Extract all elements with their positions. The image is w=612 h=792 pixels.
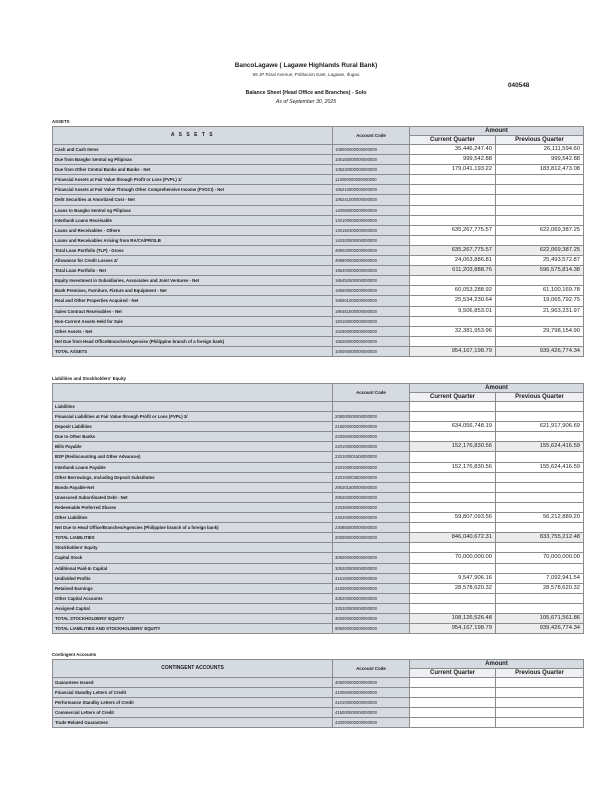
current-quarter-amount xyxy=(410,235,496,245)
previous-quarter-amount xyxy=(496,402,584,412)
previous-quarter-amount xyxy=(496,276,584,286)
current-quarter-amount xyxy=(410,603,496,613)
previous-quarter-amount xyxy=(496,718,584,728)
table-row xyxy=(53,316,584,326)
row-label: TOTAL ASSETS xyxy=(53,346,333,356)
current-quarter-amount: 24,063,886.81 xyxy=(410,256,496,266)
current-quarter-amount xyxy=(410,402,496,412)
account-code: 215000000000000000 xyxy=(333,422,410,432)
current-quarter-amount xyxy=(410,336,496,346)
table-row xyxy=(53,215,584,225)
account-code: 220100003500000000 xyxy=(333,472,410,482)
previous-quarter-amount xyxy=(496,708,584,718)
previous-quarter-amount: 999,542.88 xyxy=(496,155,584,165)
current-quarter-amount: 635,267,775.57 xyxy=(410,225,496,235)
row-label: Due from Bangko Sentral ng Pilipinas xyxy=(53,155,333,165)
row-label: Cash and Cash Items xyxy=(53,145,333,155)
row-label: Net Due from Head Office/Branches/Agencies (Philippine branch of a foreign bank) xyxy=(53,336,333,346)
previous-quarter-amount: 25,493,572.87 xyxy=(496,256,584,266)
previous-quarter-amount: 19,065,792.75 xyxy=(496,296,584,306)
current-quarter-amount xyxy=(410,185,496,195)
current-quarter-amount: 28,578,620.32 xyxy=(410,583,496,593)
previous-quarter-amount: 622,069,387.25 xyxy=(496,225,584,235)
current-quarter-header: Current Quarter xyxy=(410,393,496,402)
current-quarter-amount: 634,056,748.19 xyxy=(410,422,496,432)
row-label: Loans to Bangko Sentral ng Pilipinas xyxy=(53,205,333,215)
row-label: Interbank Loans Receivable xyxy=(53,215,333,225)
total-row xyxy=(53,346,584,356)
table-row xyxy=(53,492,584,502)
previous-quarter-amount: 621,917,906.69 xyxy=(496,422,584,432)
account-code: 325200000000000000 xyxy=(333,603,410,613)
row-label: BSP (Rediscounting and Other Advances) xyxy=(53,452,333,462)
account-code: 140050000000000000 xyxy=(333,205,410,215)
previous-quarter-amount xyxy=(496,175,584,185)
total-row xyxy=(53,624,584,634)
current-quarter-amount: 32,381,953.96 xyxy=(410,326,496,336)
current-quarter-amount xyxy=(410,492,496,502)
row-label: Performance Standby Letters of Credit xyxy=(53,698,333,708)
previous-quarter-amount: 26,111,594.60 xyxy=(496,145,584,155)
account-code: 200000000000000000 xyxy=(333,533,410,543)
current-quarter-header: Current Quarter xyxy=(410,669,496,678)
account-code: 220100001500000000 xyxy=(333,452,410,462)
row-label: Loans and Receivables Arising from RA/CA/PR/SLB xyxy=(53,235,333,245)
row-label: Trade Related Guarantees xyxy=(53,718,333,728)
account-code: 335200000000000000 xyxy=(333,593,410,603)
table-row xyxy=(53,688,584,698)
table-row xyxy=(53,276,584,286)
row-label: Undivided Profits xyxy=(53,573,333,583)
account-code: 410050000000000000 xyxy=(333,688,410,698)
current-quarter-amount xyxy=(410,563,496,573)
account-code: 105150000000000000 xyxy=(333,155,410,165)
account-code: 105220000000000000 xyxy=(333,165,410,175)
table-row xyxy=(53,543,584,553)
row-label: Bank Premises, Furniture, Fixture and Equipment - Net xyxy=(53,286,333,296)
account-code: 905000000000000000 xyxy=(333,624,410,634)
current-quarter-amount xyxy=(410,205,496,215)
current-quarter-amount xyxy=(410,593,496,603)
current-quarter-amount: 70,000,000.00 xyxy=(410,553,496,563)
table-row xyxy=(53,402,584,412)
previous-quarter-amount xyxy=(496,195,584,205)
current-quarter-amount xyxy=(410,195,496,205)
previous-quarter-amount xyxy=(496,432,584,442)
table-row xyxy=(53,235,584,245)
previous-quarter-amount xyxy=(496,336,584,346)
previous-quarter-amount xyxy=(496,205,584,215)
table-row xyxy=(53,296,584,306)
row-label: Financial Assets at Fair Value through Profit or Loss (FVPL) 1/ xyxy=(53,175,333,185)
account-code: 155250000000000000 xyxy=(333,336,410,346)
account-code: 295201500000000000 xyxy=(333,482,410,492)
bank-name: BancoLagawe ( Lagawe Highlands Rural Bank) xyxy=(234,62,378,69)
previous-quarter-amount: 70,000,000.00 xyxy=(496,553,584,563)
row-label: Financial Liabilities at Fair Value through Profit or Loss (FVPL) 3/ xyxy=(53,412,333,422)
total-row xyxy=(53,245,584,255)
account-code: 230850000000000000 xyxy=(333,523,410,533)
table-row xyxy=(53,593,584,603)
account-code: 220100000000000000 xyxy=(333,442,410,452)
current-quarter-header: Current Quarter xyxy=(410,136,496,145)
previous-quarter-amount xyxy=(496,563,584,573)
row-label: Stockholders' Equity xyxy=(53,543,333,553)
current-quarter-amount xyxy=(410,452,496,462)
previous-quarter-amount xyxy=(496,603,584,613)
current-quarter-amount xyxy=(410,708,496,718)
account-code: 410100000000000000 xyxy=(333,698,410,708)
current-quarter-amount: 152,176,830.56 xyxy=(410,442,496,452)
account-code: 195210000000000000 xyxy=(333,185,410,195)
table-row xyxy=(53,422,584,432)
row-label: Real and Other Properties Acquired - Net xyxy=(53,296,333,306)
total-row xyxy=(53,533,584,543)
current-quarter-amount xyxy=(410,718,496,728)
table-row xyxy=(53,553,584,563)
table-row xyxy=(53,225,584,235)
row-label: Sales Contract Receivables - Net xyxy=(53,306,333,316)
table-row xyxy=(53,708,584,718)
account-code: 108000000000000000 xyxy=(333,145,410,155)
account-code: 405000000000000000 xyxy=(333,678,410,688)
account-code-header: Account Code xyxy=(333,660,410,678)
row-label: Bonds Payable-Net xyxy=(53,482,333,492)
row-label: Total Loan Portfolio - Net xyxy=(53,266,333,276)
row-label: Guarantees Issued xyxy=(53,678,333,688)
account-code: 150150000000000000 xyxy=(333,316,410,326)
previous-quarter-amount: 28,578,620.32 xyxy=(496,583,584,593)
previous-quarter-amount xyxy=(496,412,584,422)
row-label: Other Assets - Net xyxy=(53,326,333,336)
current-quarter-amount: 635,267,775.57 xyxy=(410,245,496,255)
table-row xyxy=(53,145,584,155)
previous-quarter-amount: 155,624,416.59 xyxy=(496,442,584,452)
previous-quarter-amount xyxy=(496,492,584,502)
table-row xyxy=(53,326,584,336)
previous-quarter-amount xyxy=(496,593,584,603)
table-row xyxy=(53,256,584,266)
table-row xyxy=(53,603,584,613)
account-code: 140200000000000000 xyxy=(333,235,410,245)
account-code: 113000000000000000 xyxy=(333,175,410,185)
account-code: 220100002000000000 xyxy=(333,462,410,472)
previous-quarter-amount xyxy=(496,502,584,512)
account-code-header: Account Code xyxy=(333,127,410,145)
account-code: 305000000000000000 xyxy=(333,553,410,563)
row-label: Interbank Loans Payable xyxy=(53,462,333,472)
account-code: 152500000000000000 xyxy=(333,326,410,336)
current-quarter-amount xyxy=(410,482,496,492)
row-label: Deposit Liabilities xyxy=(53,422,333,432)
total-row xyxy=(53,613,584,623)
assets-table xyxy=(52,126,584,357)
previous-quarter-amount: 7,092,941.54 xyxy=(496,573,584,583)
previous-quarter-header: Previous Quarter xyxy=(496,136,584,145)
previous-quarter-amount: 29,798,154.90 xyxy=(496,326,584,336)
row-label: Due to Other Banks xyxy=(53,432,333,442)
row-label: Other Borrowings, Including Deposit Substitutes xyxy=(53,472,333,482)
liabilities-table xyxy=(52,383,584,634)
previous-quarter-amount: 21,963,231.97 xyxy=(496,306,584,316)
previous-quarter-amount: 622,069,387.25 xyxy=(496,245,584,255)
account-code: 220050000000000000 xyxy=(333,432,410,442)
liabilities-table-heading xyxy=(53,384,333,402)
table-row xyxy=(53,513,584,523)
previous-quarter-amount xyxy=(496,482,584,492)
previous-quarter-amount xyxy=(496,215,584,225)
row-label: Loans and Receivables - Others xyxy=(53,225,333,235)
current-quarter-amount xyxy=(410,412,496,422)
amount-header: Amount xyxy=(410,660,584,669)
account-code: 220250000000000000 xyxy=(333,502,410,512)
table-row xyxy=(53,205,584,215)
current-quarter-amount xyxy=(410,543,496,553)
current-quarter-amount: 35,446,247.40 xyxy=(410,145,496,155)
account-code: 195500500000000000 xyxy=(333,286,410,296)
current-quarter-amount: 954,167,198.79 xyxy=(410,624,496,634)
table-row xyxy=(53,482,584,492)
table-row xyxy=(53,452,584,462)
current-quarter-amount xyxy=(410,215,496,225)
table-row xyxy=(53,573,584,583)
contingent-table xyxy=(52,659,584,728)
previous-quarter-amount: 939,426,774.34 xyxy=(496,346,584,356)
row-label: Redeemable Preferred Shares xyxy=(53,502,333,512)
amount-header: Amount xyxy=(410,127,584,136)
row-label: Financial Standby Letters of Credit xyxy=(53,688,333,698)
row-label: Capital Stock xyxy=(53,553,333,563)
current-quarter-amount: 999,542.88 xyxy=(410,155,496,165)
account-code: 208000000000000000 xyxy=(333,412,410,422)
row-label: TOTAL LIABILITIES xyxy=(53,533,333,543)
table-row xyxy=(53,583,584,593)
previous-quarter-header: Previous Quarter xyxy=(496,393,584,402)
table-row xyxy=(53,155,584,165)
account-code: 195400000000000000 xyxy=(333,266,410,276)
previous-quarter-amount: 105,671,561.86 xyxy=(496,613,584,623)
table-row xyxy=(53,412,584,422)
account-code: 315000000000000000 xyxy=(333,583,410,593)
current-quarter-amount: 954,167,198.79 xyxy=(410,346,496,356)
account-code: 300000000000000000 xyxy=(333,613,410,623)
previous-quarter-header: Previous Quarter xyxy=(496,669,584,678)
liabilities-section-label: Liabilities and Stockholders' Equity xyxy=(52,376,126,381)
account-code: 415000000000000000 xyxy=(333,708,410,718)
account-code: 499020000000000000 xyxy=(333,245,410,255)
table-row xyxy=(53,165,584,175)
current-quarter-amount xyxy=(410,276,496,286)
current-quarter-amount xyxy=(410,432,496,442)
account-code: 499800000000000000 xyxy=(333,256,410,266)
current-quarter-amount xyxy=(410,175,496,185)
table-row xyxy=(53,286,584,296)
row-label: Additional Paid-In Capital xyxy=(53,563,333,573)
row-label: Equity Investment in Subsidiaries, Associates and Joint Ventures - Net xyxy=(53,276,333,286)
current-quarter-amount xyxy=(410,316,496,326)
current-quarter-amount: 25,534,230.64 xyxy=(410,296,496,306)
table-row xyxy=(53,678,584,688)
table-row xyxy=(53,185,584,195)
current-quarter-amount xyxy=(410,688,496,698)
previous-quarter-amount xyxy=(496,235,584,245)
current-quarter-amount: 152,176,830.56 xyxy=(410,462,496,472)
account-code: 195241000000000000 xyxy=(333,195,410,205)
amount-header: Amount xyxy=(410,384,584,393)
row-label: Other Liabilities xyxy=(53,513,333,523)
report-title: Balance Sheet (Head Office and Branches) - Solo xyxy=(245,90,367,96)
row-label: Liabilities xyxy=(53,402,333,412)
report-date: As of September 30, 2025 xyxy=(275,99,337,105)
row-label: TOTAL STOCKHOLDERS' EQUITY xyxy=(53,613,333,623)
previous-quarter-amount: 183,812,473.08 xyxy=(496,165,584,175)
account-code: 305200000000000000 xyxy=(333,563,410,573)
previous-quarter-amount xyxy=(496,523,584,533)
account-code: 240200000000000000 xyxy=(333,513,410,523)
account-code: 295202000000000000 xyxy=(333,492,410,502)
table-row xyxy=(53,462,584,472)
total-row xyxy=(53,266,584,276)
table-row xyxy=(53,523,584,533)
account-code: 100000000000000000 xyxy=(333,346,410,356)
account-code xyxy=(333,402,410,412)
current-quarter-amount xyxy=(410,698,496,708)
row-label: Financial Assets at Fair Value Through Other Comprehensive Income (FVOCI) - Net xyxy=(53,185,333,195)
row-label: Due from Other Central Banks and Banks - Net xyxy=(53,165,333,175)
row-label: Retained Earnings xyxy=(53,583,333,593)
previous-quarter-amount: 61,100,169.78 xyxy=(496,286,584,296)
previous-quarter-amount xyxy=(496,543,584,553)
current-quarter-amount xyxy=(410,678,496,688)
assets-table-heading: A S S E T S xyxy=(53,127,333,145)
table-row xyxy=(53,175,584,185)
current-quarter-amount: 179,041,193.22 xyxy=(410,165,496,175)
current-quarter-amount: 846,040,672.31 xyxy=(410,533,496,543)
row-label: Allowance for Credit Losses 2/ xyxy=(53,256,333,266)
row-label: Assigned Capital xyxy=(53,603,333,613)
previous-quarter-amount: 939,426,774.34 xyxy=(496,624,584,634)
account-code: 140150300000000000 xyxy=(333,225,410,235)
account-code: 195451500000000000 xyxy=(333,306,410,316)
table-row xyxy=(53,563,584,573)
report-code: 040548 xyxy=(508,82,530,89)
account-code: 420000000000000000 xyxy=(333,718,410,728)
previous-quarter-amount: 833,755,212.48 xyxy=(496,533,584,543)
previous-quarter-amount xyxy=(496,688,584,698)
contingent-section-label: Contingent Accounts xyxy=(52,652,97,657)
previous-quarter-amount: 155,624,416.59 xyxy=(496,462,584,472)
current-quarter-amount: 611,203,888.76 xyxy=(410,266,496,276)
current-quarter-amount: 9,506,853.01 xyxy=(410,306,496,316)
table-row xyxy=(53,472,584,482)
row-label: TOTAL LIABILITIES AND STOCKHOLDERS' EQUITY xyxy=(53,624,333,634)
table-row xyxy=(53,306,584,316)
table-row xyxy=(53,502,584,512)
total-row xyxy=(53,442,584,452)
table-row xyxy=(53,336,584,346)
current-quarter-amount xyxy=(410,502,496,512)
previous-quarter-amount: 596,575,814.38 xyxy=(496,266,584,276)
row-label: Net Due to Head Office/Branches/Agencies (Philippine branch of a foreign bank) xyxy=(53,523,333,533)
table-row xyxy=(53,195,584,205)
current-quarter-amount xyxy=(410,472,496,482)
row-label: Commercial Letters of Credit xyxy=(53,708,333,718)
previous-quarter-amount: 56,212,889.20 xyxy=(496,513,584,523)
previous-quarter-amount xyxy=(496,678,584,688)
account-code: 195452500000000000 xyxy=(333,276,410,286)
current-quarter-amount xyxy=(410,523,496,533)
table-row xyxy=(53,432,584,442)
previous-quarter-amount xyxy=(496,185,584,195)
account-code xyxy=(333,543,410,553)
row-label: Total Loan Portfolio (TLP) - Gross xyxy=(53,245,333,255)
table-row xyxy=(53,698,584,708)
previous-quarter-amount xyxy=(496,472,584,482)
previous-quarter-amount xyxy=(496,316,584,326)
current-quarter-amount: 59,807,093.56 xyxy=(410,513,496,523)
current-quarter-amount: 108,126,526.48 xyxy=(410,613,496,623)
row-label: Debt Securities at Amortized Cost - Net xyxy=(53,195,333,205)
row-label: Bills Payable xyxy=(53,442,333,452)
account-code: 140100000000000000 xyxy=(333,215,410,225)
table-row xyxy=(53,718,584,728)
current-quarter-amount: 60,053,288.92 xyxy=(410,286,496,296)
row-label: Unsecured Subordinated Debt - Net xyxy=(53,492,333,502)
assets-section-label: ASSETS xyxy=(52,119,70,124)
previous-quarter-amount xyxy=(496,698,584,708)
current-quarter-amount: 9,547,906.16 xyxy=(410,573,496,583)
account-code: 195501000000000000 xyxy=(333,296,410,306)
contingent-table-heading: CONTINGENT ACCOUNTS xyxy=(53,660,333,678)
bank-address: 59 JP Rizal Avenue, Poblacion East, Lagawe, Ifugao xyxy=(252,72,360,77)
account-code: 315150000000000000 xyxy=(333,573,410,583)
row-label: Other Capital Accounts xyxy=(53,593,333,603)
previous-quarter-amount xyxy=(496,452,584,462)
row-label: Non-Current Assets Held for Sale xyxy=(53,316,333,326)
account-code-header: Account Code xyxy=(333,384,410,402)
